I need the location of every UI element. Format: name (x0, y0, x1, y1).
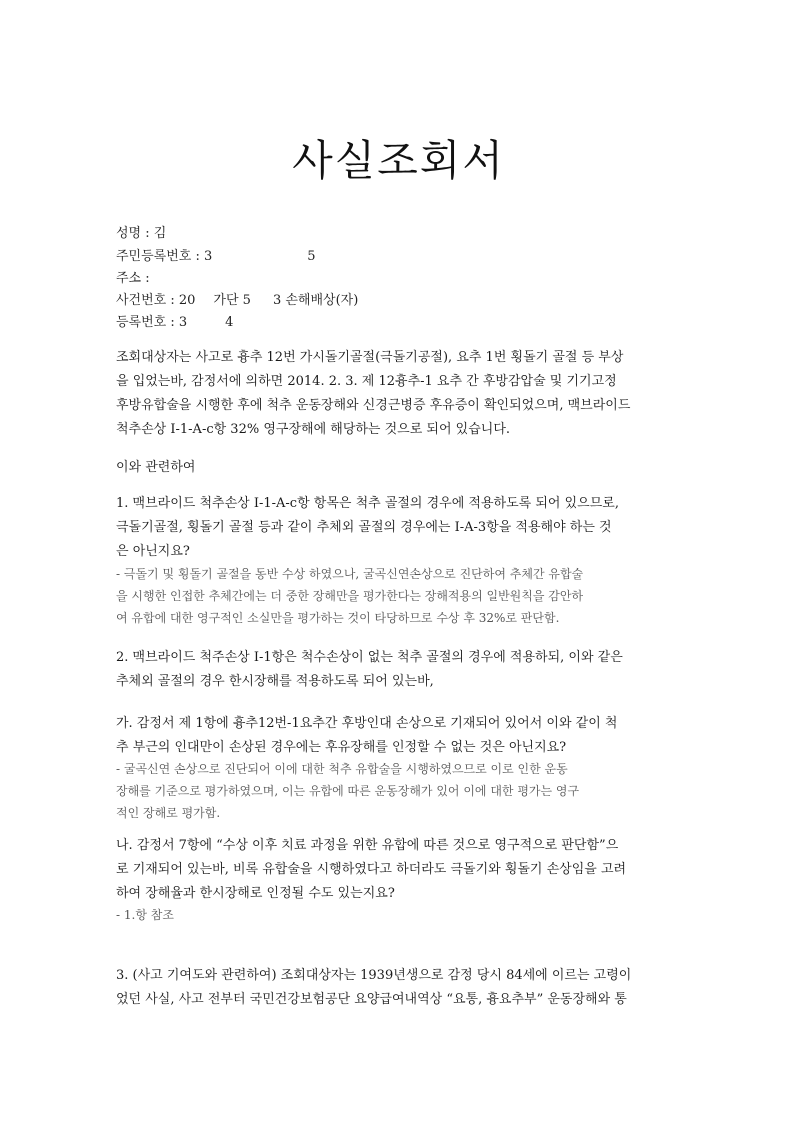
question-1-line: 1. 맥브라이드 척추손상 I-1-A-c항 항목은 척추 골절의 경우에 적용하도록 되어 있으므로, (116, 496, 619, 511)
intro-paragraph (116, 346, 696, 442)
intro-line: 후방유합술을 시행한 후에 척추 운동장해와 신경근병증 후유증이 확인되었으며, 맥브라이드 (116, 398, 631, 413)
question-2b-line: 하여 장해율과 한시장해로 인정될 수도 있는지요? (116, 886, 395, 901)
document-title: 사실조회서 (292, 136, 505, 185)
rrn-field (116, 245, 316, 264)
answer-2a-line: - 굴곡신연 손상으로 진단되어 이에 대한 척추 유합술을 시행하였으므로 이로 인한 운동 (116, 762, 568, 776)
case-number-c: 3 손해배상(자) (272, 293, 359, 308)
question-2-line: 2. 맥브라이드 척주손상 I-1항은 척수손상이 없는 척추 골절의 경우에 적용하되, 이와 같은 (116, 650, 623, 665)
intro-line: 을 입었는바, 감정서에 의하면 2014. 2. 3. 제 12흉추-1 요추 간 후방감압술 및 기기고정 (116, 374, 617, 389)
answer-2a (116, 758, 696, 824)
registration-label: 등록번호 : 3 (116, 315, 188, 330)
question-2b-line: 나. 감정서 7항에 “수상 이후 치료 과정을 위한 유합에 따른 것으로 영구적으로 판단함”으 (116, 838, 619, 853)
registration-field (116, 311, 233, 330)
answer-1-line: - 극돌기 및 횡돌기 골절을 동반 수상 하였으나, 굴곡신연손상으로 진단하여 추체간 유합술 (116, 567, 584, 581)
intro-line: 척추손상 I-1-A-c항 32% 영구장해에 해당하는 것으로 되어 있습니다. (116, 422, 511, 437)
question-1-line: 극돌기골절, 횡돌기 골절 등과 같이 추체외 골절의 경우에는 I-A-3항을 적용해야 하는 것 (116, 520, 612, 535)
question-2a (116, 712, 696, 760)
question-3-line: 었던 사실, 사고 전부터 국민건강보험공단 요양급여내역상 “요통, 흉요추부” 운동장해와 통 (116, 992, 627, 1007)
case-number-field (116, 289, 358, 308)
answer-1-line: 여 유합에 대한 영구적인 소실만을 평가하는 것이 타당하므로 수상 후 32%로 판단함. (116, 611, 560, 625)
question-2b-line: 로 기재되어 있는바, 비록 유합술을 시행하였다고 하더라도 극돌기와 횡돌기 손상임을 고려 (116, 862, 627, 877)
case-number-a: 사건번호 : 20 (116, 293, 196, 308)
case-number-b: 가단 5 (213, 293, 251, 308)
question-1-line: 은 아닌지요? (116, 544, 190, 559)
question-2-line: 추체외 골절의 경우 한시장해를 적용하도록 되어 있는바, (116, 674, 434, 689)
question-1 (116, 492, 696, 564)
rrn-label: 주민등록번호 : 3 (116, 249, 213, 264)
question-3-line: 3. (사고 기여도와 관련하여) 조회대상자는 1939년생으로 감정 당시 84세에 이르는 고령이 (116, 968, 632, 983)
registration-tail: 4 (225, 315, 234, 330)
answer-1-line: 을 시행한 인접한 추체간에는 더 중한 장해만을 평가한다는 장해적용의 일반원칙을 감안하 (116, 589, 584, 603)
question-3 (116, 964, 696, 1012)
intro-line: 조회대상자는 사고로 흉추 12번 가시돌기골절(극돌기공절), 요추 1번 횡돌기 골절 등 부상 (116, 350, 624, 365)
address-field: 주소 : (116, 271, 150, 286)
related-heading: 이와 관련하여 (116, 460, 196, 475)
name-field: 성명 : 김 (116, 226, 167, 241)
question-2b (116, 834, 696, 906)
question-2a-line: 추 부근의 인대만이 손상된 경우에는 후유장해를 인정할 수 없는 것은 아닌지요? (116, 740, 567, 755)
question-2a-line: 가. 감정서 제 1항에 흉추12번-1요추간 후방인대 손상으로 기재되어 있어서 이와 같이 척 (116, 716, 618, 731)
answer-1 (116, 563, 696, 629)
answer-2a-line: 적인 장해로 평가함. (116, 806, 221, 820)
rrn-tail: 5 (307, 249, 316, 264)
question-2 (116, 646, 696, 694)
answer-2a-line: 장해를 기준으로 평가하였으며, 이는 유합에 따른 운동장해가 있어 이에 대한 평가는 영구 (116, 784, 580, 798)
answer-2b: - 1.항 참조 (116, 908, 174, 922)
